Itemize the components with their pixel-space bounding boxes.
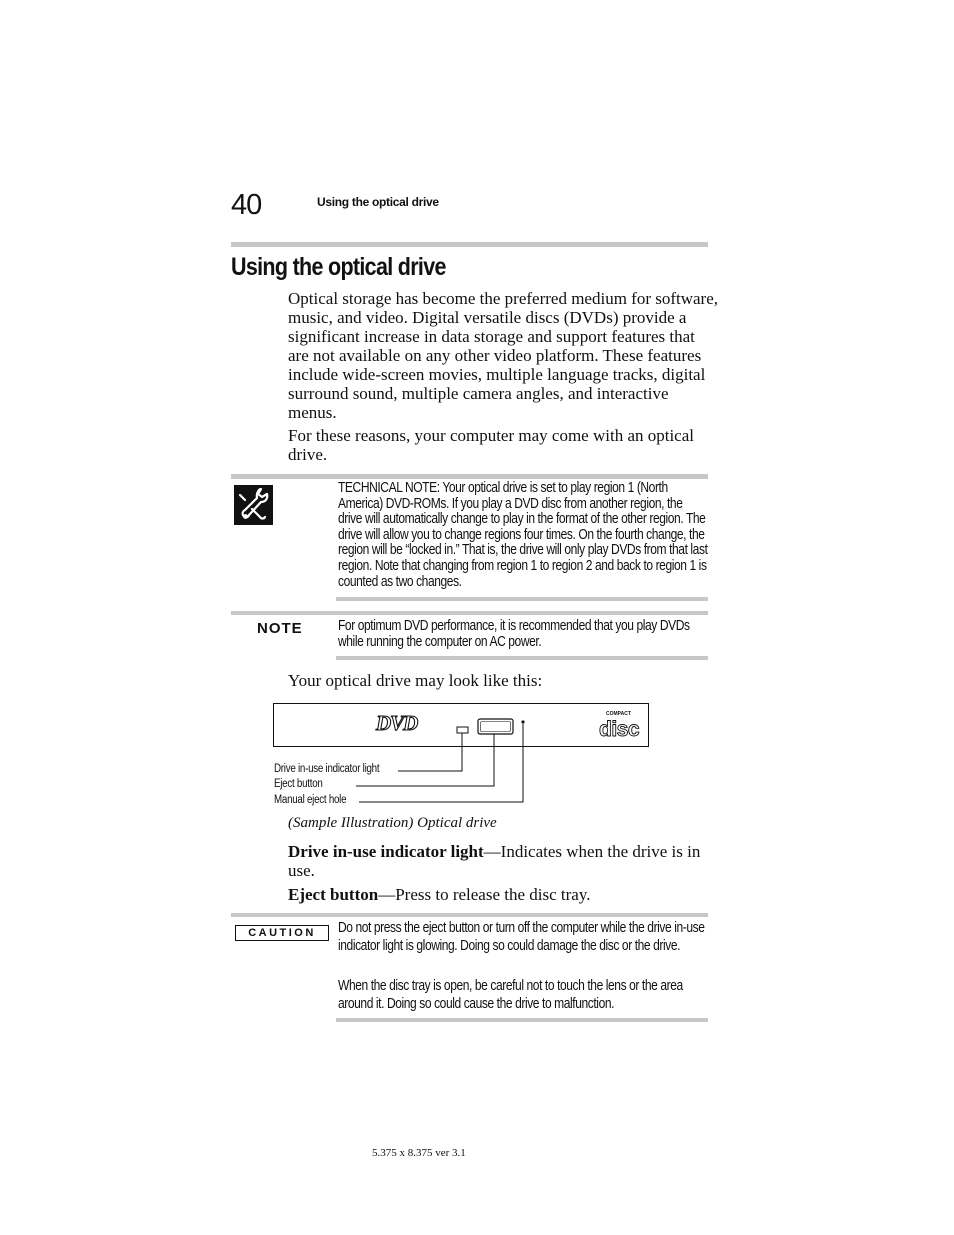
caution-paragraph: When the disc tray is open, be careful not to touch the lens or the area around it. Doing so could cause the drive to malfunction. [338, 978, 683, 1012]
definition-eject-button [288, 885, 718, 904]
definition-desc: —Indicates when the drive is in use. [288, 842, 701, 880]
figure-caption: (Sample Illustration) Optical drive [288, 815, 497, 831]
technical-note-text: TECHNICAL NOTE: Your optical drive is set to play region 1 (North America) DVD-ROMs. If you play a DVD disc from another region, the drive will automatically change to play in the format of the other region. The drive will allow you to change regions four times. On the fourth change, the region will be “locked in.” That is, the drive will only play DVDs from that last region. Note that changing from region 1 to region 2 and back to region 1 is counted as two changes. [338, 480, 708, 590]
note-top-rule [231, 611, 708, 615]
definition-indicator-light [288, 842, 718, 880]
section-rule [231, 242, 708, 247]
intro-paragraph: Optical storage has become the preferred medium for software, music, and video. Digital versatile discs (DVDs) provide a significant increase in data storage and support features that are not available on any other video platform. These features include wide-screen movies, multiple language tracks, digital surround sound, multiple camera angles, and interactive menus. [288, 289, 719, 422]
section-title: Using the optical drive [231, 253, 446, 281]
disc-logo: disc [599, 718, 640, 741]
optical-drive-illustration [273, 703, 653, 807]
callout-indicator-light: Drive in-use indicator light [274, 763, 380, 775]
manual-eject-hole [521, 720, 524, 723]
caution-label: CAUTION [235, 925, 329, 941]
callout-manual-eject-hole: Manual eject hole [274, 794, 347, 806]
footer-version: 5.375 x 8.375 ver 3.1 [372, 1147, 466, 1159]
tech-note-top-rule [231, 474, 708, 479]
running-head: Using the optical drive [317, 195, 439, 209]
definition-term: Drive in-use indicator light [288, 842, 484, 861]
drive-in-use-indicator-light [457, 727, 468, 733]
callout-eject-button: Eject button [274, 778, 323, 790]
reasons-paragraph: For these reasons, your computer may come with an optical drive. [288, 426, 694, 464]
note-label: NOTE [257, 620, 303, 637]
definition-desc: —Press to release the disc tray. [378, 885, 591, 904]
caution-bottom-rule [336, 1018, 708, 1022]
note-bottom-rule [336, 656, 708, 660]
caution-paragraph: Do not press the eject button or turn off the computer while the drive in-use indicator light is glowing. Doing so could damage the disc or the drive. [338, 920, 705, 954]
drive-bezel [274, 704, 649, 747]
compact-logo-text: COMPACT [606, 711, 631, 717]
note-text: For optimum DVD performance, it is recommended that you play DVDs while running the computer on AC power. [338, 618, 690, 650]
caution-top-rule [231, 913, 708, 917]
wrench-icon [234, 485, 273, 525]
page-number: 40 [231, 189, 262, 221]
tech-note-bottom-rule [336, 597, 708, 601]
dvd-logo: DVD [376, 711, 418, 735]
definition-term: Eject button [288, 885, 379, 904]
figure-intro: Your optical drive may look like this: [288, 671, 543, 690]
